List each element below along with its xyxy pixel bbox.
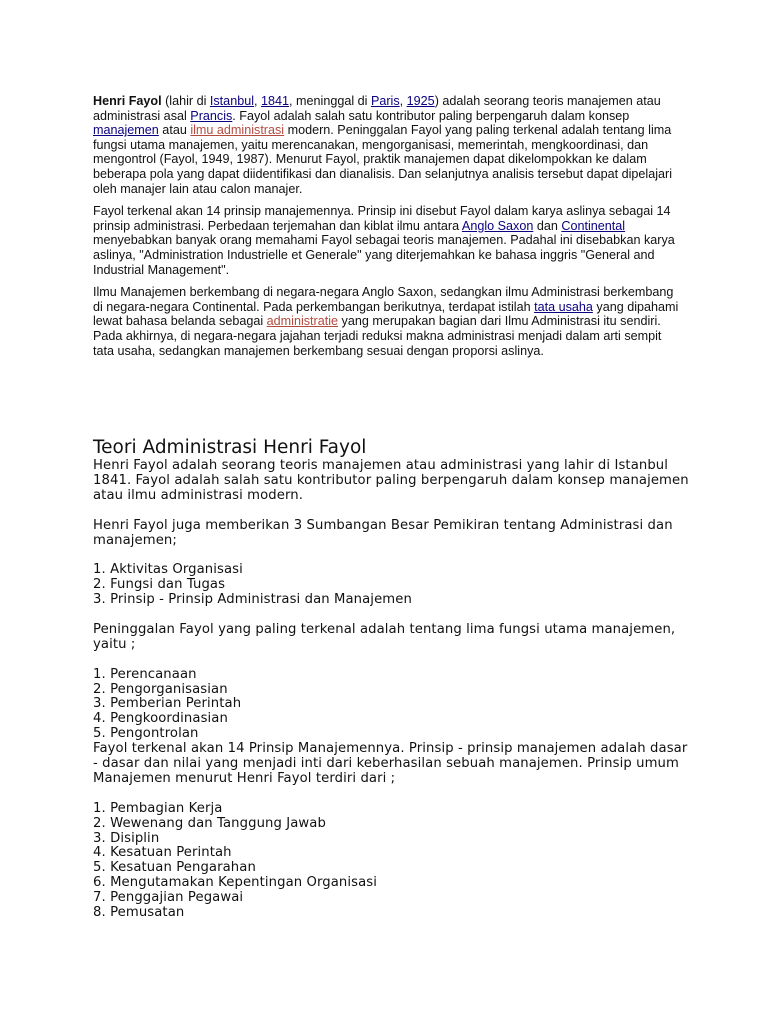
list-item: 1. Pembagian Kerja [93,800,223,816]
list-item: 6. Mengutamakan Kepentingan Organisasi [93,875,378,891]
section-title: Teori Administrasi Henri Fayol [93,437,367,458]
person-name: Henri Fayol [93,94,162,108]
list-item: 1. Perencanaan [93,666,197,682]
list-item: 4. Kesatuan Perintah [93,845,232,861]
link-administratie[interactable]: administratie [266,314,339,329]
blog-section [93,437,693,921]
link-paris[interactable]: Paris [370,94,400,108]
list-item: 2. Wewenang dan Tanggung Jawab [93,815,326,831]
list-item: 5. Kesatuan Pengarahan [93,860,256,876]
link-istanbul[interactable]: Istanbul [209,94,254,108]
wiki-section [93,94,683,366]
list-item: 4. Pengkoordinasian [93,711,228,727]
link-anglo-saxon[interactable]: Anglo Saxon [461,218,534,233]
contributions-intro: Henri Fayol juga memberikan 3 Sumbangan Besar Pemikiran tentang Administrasi dan manajemen; [93,517,673,548]
list-item: 7. Penggajian Pegawai [93,890,244,906]
link-1841[interactable]: 1841 [261,94,290,108]
list-item: 1. Aktivitas Organisasi [93,562,243,578]
paragraph-biography: Henri Fayol (lahir di Istanbul, 1841, meninggal di Paris, 1925) adalah seorang teoris manajemen atau administrasi asal Prancis. Fayol adalah salah satu kontributor paling berpengaruh dalam konsep manajemen atau ilmu administrasi modern. Peninggalan Fayol yang paling terkenal adalah tentang lima fungsi utama manajemen, yaitu merencanakan, mengorganisasi, memerintah, mengkoordinasi, dan mengontrol (Fayol, 1949, 1987). Menurut Fayol, praktik manajemen dapat dikelompokkan ke dalam beberapa pola yang dapat diidentifikasi dan dianalisis. Dan selanjutnya analisis tersebut dapat dipelajari oleh manajer lain atau calon manajer. [93,94,672,196]
intro-paragraph: Henri Fayol adalah seorang teoris manajemen atau administrasi yang lahir di Istanbul 1841. Fayol adalah salah satu kontributor paling berpengaruh dalam konsep manajemen atau ilmu administrasi modern. [93,458,689,503]
link-tata-usaha[interactable]: tata usaha [534,299,593,314]
list-item: 2. Pengorganisasian [93,681,228,697]
paragraph-development: Ilmu Manajemen berkembang di negara-negara Anglo Saxon, sedangkan ilmu Administrasi berkembang di negara-negara Continental. Pada perkembangan berikutnya, terdapat istilah tata usaha yang dipahami lewat bahasa belanda sebagai administratie yang merupakan bagian dari Ilmu Administrasi itu sendiri. Pada akhirnya, di negara-negara jajahan terjadi reduksi makna administrasi menjadi dalam arti sempit tata usaha, sedangkan manajemen berkembang sesuai dengan proporsi aslinya. [93,285,679,358]
list-item: 2. Fungsi dan Tugas [93,577,226,593]
list-item: 3. Pemberian Perintah [93,696,242,712]
link-prancis[interactable]: Prancis [190,108,233,123]
list-item: 3. Disiplin [93,830,160,846]
link-1925[interactable]: 1925 [406,94,435,108]
principles-intro: Fayol terkenal akan 14 Prinsip Manajemennya. Prinsip - prinsip manajemen adalah dasar - dasar dan nilai yang menjadi inti dari keberhasilan sebuah manajemen. Prinsip umum Manajemen menurut Henri Fayol terdiri dari ; [93,741,688,786]
link-manajemen[interactable]: manajemen [93,123,159,138]
paragraph-principles: Fayol terkenal akan 14 prinsip manajemennya. Prinsip ini disebut Fayol dalam karya aslinya sebagai 14 prinsip administrasi. Perbedaan terjemahan dan kiblat ilmu antara Anglo Saxon dan Continental menyebabkan banyak orang memahami Fayol sebagai teoris manajemen. Padahal ini disebabkan karya aslinya, "Administration Industrielle et Generale" yang diterjemahkan ke bahasa inggris "General and Industrial Management". [93,204,675,277]
list-item: 3. Prinsip - Prinsip Administrasi dan Manajemen [93,592,412,608]
list-item: 8. Pemusatan [93,905,185,921]
list-item: 5. Pengontrolan [93,726,199,742]
functions-intro: Peninggalan Fayol yang paling terkenal adalah tentang lima fungsi utama manajemen, yaitu ; [93,621,676,652]
link-continental[interactable]: Continental [561,218,626,233]
link-ilmu-administrasi[interactable]: ilmu administrasi [190,123,285,138]
